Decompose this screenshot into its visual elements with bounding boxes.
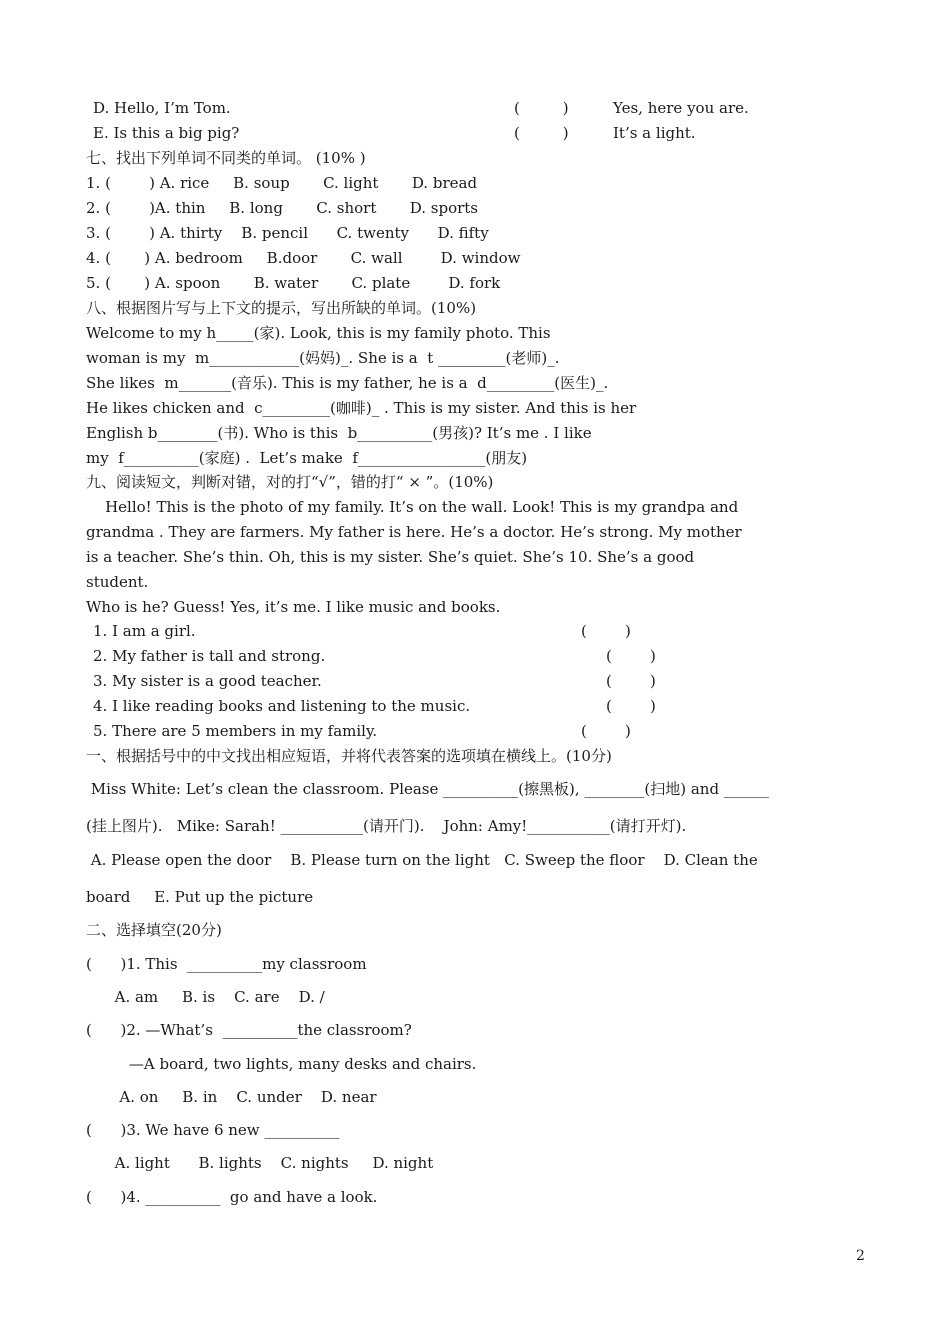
cloze-line: Welcome to my h_____(家). Look, this is my family photo. This <box>86 324 551 342</box>
section-8-title: 八、根据图片写与上下文的提示，写出所缺的单词。(10%) <box>86 299 477 317</box>
choice-options: A. on B. in C. under D. near <box>86 1088 377 1106</box>
cloze-line: my f__________(家庭) . Let’s make f_________________(朋友) <box>86 449 528 467</box>
choice-question: ( )4. __________ go and have a look. <box>86 1188 378 1206</box>
passage-line: student. <box>86 573 149 591</box>
odd-one-out-item: 3. ( ) A. thirty B. pencil C. twenty D. fifty <box>86 224 489 242</box>
match-left: D. Hello, I’m Tom. <box>93 99 231 117</box>
choice-options: A. am B. is C. are D. / <box>86 988 325 1006</box>
judgement-paren: ( ) <box>581 722 631 740</box>
judgement-question: 2. My father is tall and strong. <box>93 647 326 665</box>
cloze-line: He likes chicken and c_________(咖啡)_ . This is my sister. And this is her <box>86 399 637 417</box>
choice-question-continued: —A board, two lights, many desks and chairs. <box>86 1055 477 1073</box>
cloze-line: She likes m_______(音乐). This is my father, he is a d_________(医生)_. <box>86 374 609 392</box>
match-paren: ( ) <box>514 124 569 142</box>
phrase-options: A. Please open the door B. Please turn on the light C. Sweep the floor D. Clean the <box>86 851 758 869</box>
judgement-paren: ( ) <box>606 672 656 690</box>
passage-line: is a teacher. She’s thin. Oh, this is my sister. She’s quiet. She’s 10. She’s a good <box>86 548 695 566</box>
choice-question: ( )1. This __________my classroom <box>86 955 367 973</box>
choice-options: A. light B. lights C. nights D. night <box>86 1154 434 1172</box>
judgement-question: 5. There are 5 members in my family. <box>93 722 378 740</box>
part-1-title: 一、根据括号中的中文找出相应短语，并将代表答案的选项填在横线上。(10分) <box>86 747 612 765</box>
cloze-line: English b________(书). Who is this b__________(男孩)? It’s me . I like <box>86 424 592 442</box>
phrase-options: board E. Put up the picture <box>86 888 314 906</box>
odd-one-out-item: 4. ( ) A. bedroom B.door C. wall D. window <box>86 249 521 267</box>
judgement-question: 1. I am a girl. <box>93 622 196 640</box>
match-left: E. Is this a big pig? <box>93 124 240 142</box>
choice-question: ( )3. We have 6 new __________ <box>86 1121 340 1139</box>
passage-line: grandma . They are farmers. My father is here. He’s a doctor. He’s strong. My mother <box>86 523 742 541</box>
judgement-paren: ( ) <box>606 697 656 715</box>
passage-line: Who is he? Guess! Yes, it’s me. I like music and books. <box>86 598 501 616</box>
judgement-paren: ( ) <box>581 622 631 640</box>
match-right: It’s a light. <box>613 124 696 142</box>
odd-one-out-item: 2. ( )A. thin B. long C. short D. sports <box>86 199 479 217</box>
passage-line: Hello! This is the photo of my family. It’s on the wall. Look! This is my grandpa and <box>86 498 739 516</box>
match-right: Yes, here you are. <box>613 99 749 117</box>
section-7-title: 七、找出下列单词不同类的单词。 (10% ) <box>86 149 366 167</box>
judgement-paren: ( ) <box>606 647 656 665</box>
part-2-title: 二、选择填空(20分) <box>86 921 222 939</box>
odd-one-out-item: 5. ( ) A. spoon B. water C. plate D. fork <box>86 274 501 292</box>
odd-one-out-item: 1. ( ) A. rice B. soup C. light D. bread <box>86 174 478 192</box>
judgement-question: 4. I like reading books and listening to the music. <box>93 697 471 715</box>
phrase-line: Miss White: Let’s clean the classroom. Please __________(擦黑板), ________(扫地) and ______ <box>86 780 769 798</box>
judgement-question: 3. My sister is a good teacher. <box>93 672 322 690</box>
phrase-line: (挂上图片). Mike: Sarah! ___________(请开门). John: Amy!___________(请打开灯). <box>86 817 687 835</box>
match-paren: ( ) <box>514 99 569 117</box>
page-number: 2 <box>856 1248 865 1264</box>
cloze-line: woman is my m____________(妈妈)_. She is a t _________(老师)_. <box>86 349 560 367</box>
choice-question: ( )2. —What’s __________the classroom? <box>86 1021 412 1039</box>
section-9-title: 九、阅读短文，判断对错，对的打“√”，错的打“ × ”。(10%) <box>86 473 494 491</box>
